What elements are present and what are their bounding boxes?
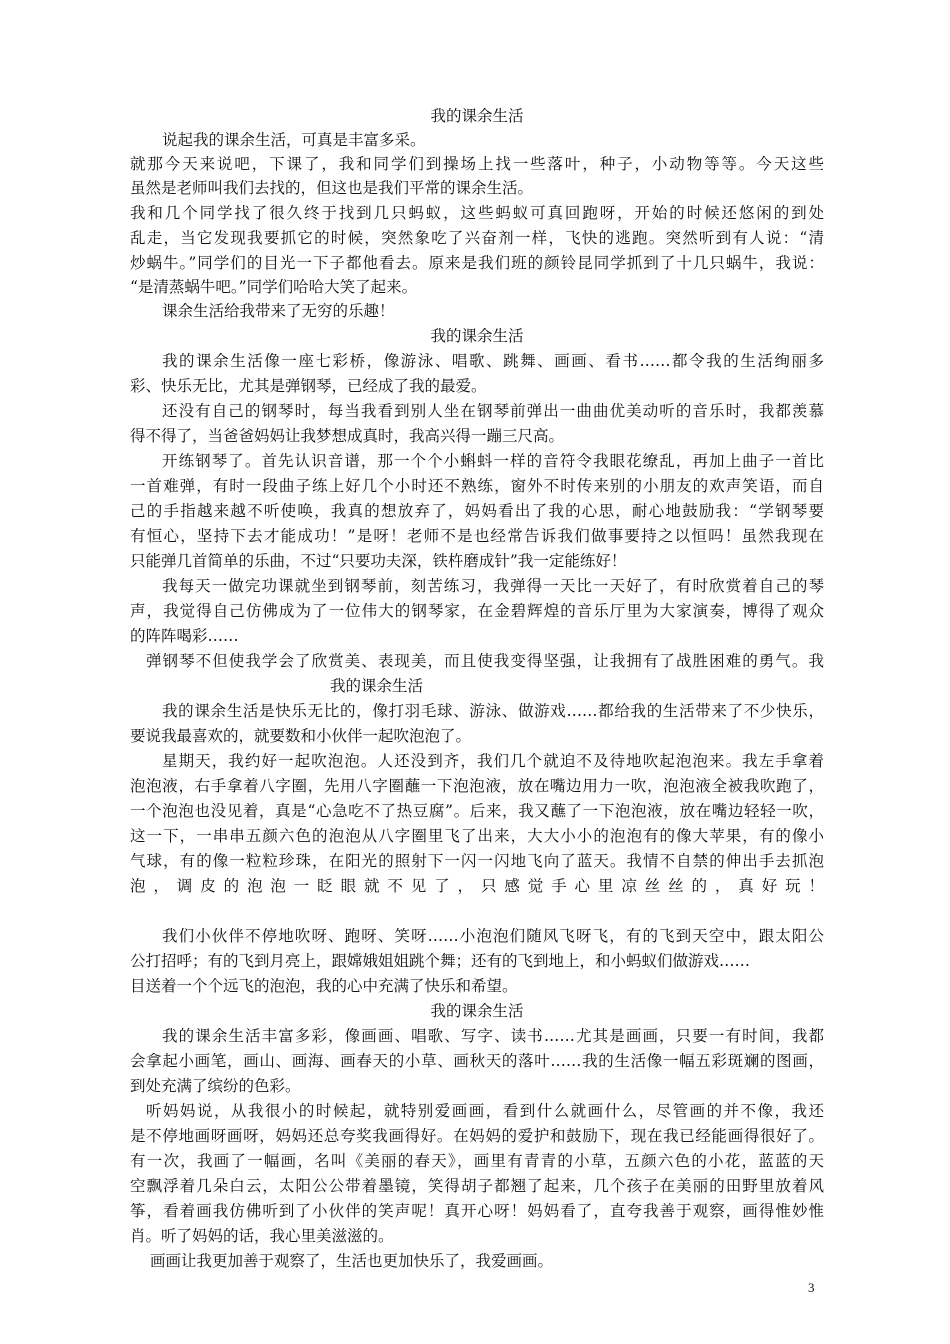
text-line: “是清蒸蜗牛吧。”同学们哈哈大笑了起来。: [130, 278, 418, 296]
text-line: 星期天，我约好一起吹泡泡。人还没到齐，我们几个就迫不及待地吹起泡泡来。我左手拿着: [162, 752, 824, 770]
text-line: 我的课余生活像一座七彩桥，像游泳、唱歌、跳舞、画画、看书……都令我的生活绚丽多: [162, 352, 824, 370]
essay-1-title: 我的课余生活: [430, 107, 524, 125]
text-line: 开练钢琴了。首先认识音谱，那一个个小蝌蚪一样的音符令我眼花缭乱，再加上曲子一首比: [162, 452, 824, 470]
text-line: 泡，调皮的泡泡一眨眼就不见了，只感觉手心里凉丝丝的，真好玩！: [130, 877, 824, 895]
text-line: 我每天一做完功课就坐到钢琴前，刻苦练习，我弹得一天比一天好了，有时欣赏着自己的琴: [162, 577, 824, 595]
text-line: 空飘浮着几朵白云，太阳公公带着墨镜，笑得胡子都翘了起来，几个孩子在美丽的田野里放着风: [130, 1177, 824, 1195]
text-line: 到处充满了缤纷的色彩。: [130, 1077, 301, 1095]
text-line: 的阵阵喝彩……: [130, 627, 239, 645]
text-line: 要说我最喜欢的，就要数和小伙伴一起吹泡泡了。: [130, 727, 472, 745]
essay-4-title: 我的课余生活: [430, 1002, 524, 1020]
text-line: 有恒心，坚持下去才能成功！”是呀！老师不是也经常告诉我们做事要持之以恒吗！虽然我现在: [130, 527, 824, 545]
text-line: 目送着一个个远飞的泡泡，我的心中充满了快乐和希望。: [130, 977, 518, 995]
text-line: 会拿起小画笔，画山、画海、画春天的小草、画秋天的落叶……我的生活像一幅五彩斑斓的图画，: [130, 1052, 824, 1070]
text-line: 泡泡液，右手拿着八字圈，先用八字圈蘸一下泡泡液，放在嘴边用力一吹，泡泡液全被我吹跑了，: [130, 777, 824, 795]
text-line: 是不停地画呀画呀，妈妈还总夸奖我画得好。在妈妈的爱护和鼓励下，现在我已经能画得很好了。: [130, 1127, 824, 1145]
essay-3-title: 我的课余生活: [330, 677, 424, 695]
text-line: 彩、快乐无比，尤其是弹钢琴，已经成了我的最爱。: [130, 377, 487, 395]
text-line: 弹钢琴不但使我学会了欣赏美、表现美，而且使我变得坚强，让我拥有了战胜困难的勇气。我: [146, 652, 824, 670]
text-line: 还没有自己的钢琴时，每当我看到别人坐在钢琴前弹出一曲曲优美动听的音乐时，我都羡慕: [162, 402, 824, 420]
text-line: 乱走，当它发现我要抓它的时候，突然象吃了兴奋剂一样，飞快的逃跑。突然听到有人说：“清: [130, 229, 824, 247]
text-line: 气球，有的像一粒粒珍珠，在阳光的照射下一闪一闪地飞向了蓝天。我情不自禁的伸出手去抓泡: [130, 852, 824, 870]
text-line: 我们小伙伴不停地吹呀、跑呀、笑呀……小泡泡们随风飞呀飞，有的飞到天空中，跟太阳公: [162, 927, 824, 945]
text-line: 课余生活给我带来了无穷的乐趣！: [162, 302, 395, 320]
text-line: 筝，看着画我仿佛听到了小伙伴的笑声呢！真开心呀！妈妈看了，直夸我善于观察，画得惟妙惟: [130, 1202, 824, 1220]
text-line: 己的手指越来越不听使唤，我真的想放弃了，妈妈看出了我的心思，耐心地鼓励我：“学钢琴要: [130, 502, 824, 520]
text-line: 只能弹几首简单的乐曲，不过“只要功夫深，铁杵磨成针”我一定能练好！: [130, 552, 627, 570]
page-number: 3: [808, 1280, 815, 1295]
essay-2-title: 我的课余生活: [430, 327, 524, 345]
text-line: 我和几个同学找了很久终于找到几只蚂蚁，这些蚂蚁可真回跑呀，开始的时候还悠闲的到处: [130, 204, 824, 222]
text-line: 声，我觉得自己仿佛成为了一位伟大的钢琴家，在金碧辉煌的音乐厅里为大家演奏，博得了观众: [130, 602, 824, 620]
text-line: 就那今天来说吧，下课了，我和同学们到操场上找一些落叶，种子，小动物等等。今天这些: [130, 155, 824, 173]
text-line: 听妈妈说，从我很小的时候起，就特别爱画画，看到什么就画什么，尽管画的并不像，我还: [146, 1102, 824, 1120]
text-line: 一首难弹，有时一段曲子练上好几个小时还不熟练，窗外不时传来别的小朋友的欢声笑语，而自: [130, 477, 824, 495]
text-line: 这一下，一串串五颜六色的泡泡从八字圈里飞了出来，大大小小的泡泡有的像大苹果，有的像小: [130, 827, 824, 845]
text-line: 得不得了，当爸爸妈妈让我梦想成真时，我高兴得一蹦三尺高。: [130, 427, 565, 445]
text-line: 我的课余生活是快乐无比的，像打羽毛球、游泳、做游戏……都给我的生活带来了不少快乐，: [162, 702, 824, 720]
text-line: 炒蜗牛。”同学们的目光一下子都他看去。原来是我们班的颜铃昆同学抓到了十几只蜗牛，我说：: [130, 254, 824, 272]
text-line: 肖。听了妈妈的话，我心里美滋滋的。: [130, 1227, 394, 1245]
text-line: 有一次，我画了一幅画，名叫《美丽的春天》，画里有青青的小草，五颜六色的小花，蓝蓝的天: [130, 1152, 824, 1170]
text-line: 画画让我更加善于观察了，生活也更加快乐了，我爱画画。: [150, 1252, 554, 1270]
text-line: 说起我的课余生活，可真是丰富多采。: [162, 131, 426, 149]
text-line: 虽然是老师叫我们去找的，但这也是我们平常的课余生活。: [130, 179, 534, 197]
text-line: 我的课余生活丰富多彩，像画画、唱歌、写字、读书……尤其是画画，只要一有时间，我都: [162, 1027, 824, 1045]
text-line: 一个泡泡也没见着，真是“心急吃不了热豆腐”。后来，我又蘸了一下泡泡液，放在嘴边轻轻一吹，: [130, 802, 824, 820]
text-line: 公打招呼；有的飞到月亮上，跟嫦娥姐姐跳个舞；还有的飞到地上，和小蚂蚁们做游戏……: [130, 952, 751, 970]
